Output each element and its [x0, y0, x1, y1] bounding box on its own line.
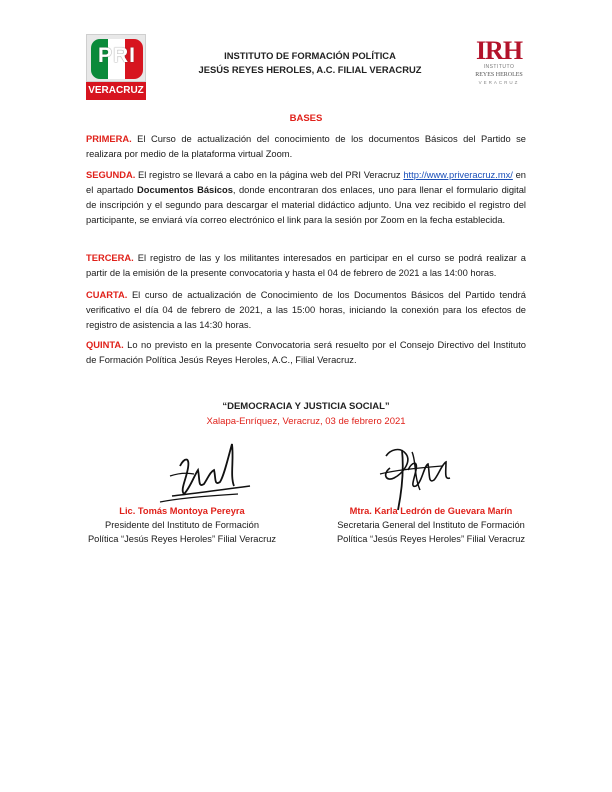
- clause-quinta: [86, 338, 526, 368]
- clause-segunda-text-c: , donde encontraran dos enlaces, uno para llenar el formulario digital de inscripción y el segundo para descargar el material didáctico adjunto. Una vez recibido el registro del participante, se enviará vía correo electrónico el link para la sesión por Zoom en la fecha establecida.: [86, 185, 526, 225]
- pri-logo-emblem: [86, 34, 146, 82]
- pri-veracruz-link[interactable]: http://www.priveracruz.mx/: [403, 170, 513, 180]
- left-signatory-name: Lic. Tomás Montoya Pereyra: [119, 506, 245, 516]
- clause-tercera-lead: TERCERA.: [86, 253, 134, 263]
- left-signatory: [62, 504, 302, 546]
- bases-title: BASES: [289, 113, 323, 124]
- header-title: [180, 49, 440, 77]
- header-title-line1: INSTITUTO DE FORMACIÓN POLÍTICA: [224, 50, 396, 61]
- irh-logo-sub: VERACRUZ: [478, 80, 520, 85]
- right-signatory-role-line1: Secretaria General del Instituto de Formación: [337, 520, 525, 530]
- clause-quinta-text: Lo no previsto en la presente Convocatoria será resuelto por el Consejo Directivo del Instituto de Formación Política Jesús Reyes Heroles, A.C., Filial Veracruz.: [86, 340, 526, 365]
- clause-primera-text: El Curso de actualización del conocimiento de los documentos Básicos del Partido se realizara por medio de la plataforma virtual Zoom.: [86, 134, 526, 159]
- clause-segunda-text-b: en el apartado: [86, 170, 526, 195]
- right-signatory: [311, 504, 551, 546]
- clause-primera-lead: PRIMERA.: [86, 134, 132, 144]
- place-date: Xalapa-Enríquez, Veracruz, 03 de febrero 2021: [206, 416, 406, 427]
- clause-tercera-text: El registro de las y los militantes interesados en participar en el curso se podrá realizar a partir de la emisión de la presente convocatoria y hasta el 04 de febrero de 2021 a las 14:00 horas.: [86, 253, 526, 278]
- irh-logo-small: INSTITUTO: [483, 64, 515, 70]
- clause-cuarta-text: El curso de actualización de Conocimiento de los Documentos Básicos del Partido tendrá verificativo el día 04 de febrero de 2021, a las 15:00 horas, iniciando la conexión para los efectos de registro de asistencia a las 14:30 horas.: [86, 290, 526, 330]
- right-signature-image: [372, 440, 462, 514]
- clause-segunda-text-a: El registro se llevará a cabo en la página web del PRI Veracruz: [138, 170, 401, 180]
- clause-tercera: [86, 251, 526, 281]
- clause-segunda-bold: Documentos Básicos: [137, 185, 233, 195]
- left-signature-image: [150, 436, 260, 508]
- right-signatory-name: Mtra. Karla Ledrón de Guevara Marín: [349, 506, 513, 516]
- header-title-line2: JESÚS REYES HEROLES, A.C. FILIAL VERACRUZ: [198, 64, 422, 75]
- clause-segunda: [86, 168, 526, 228]
- pri-logo-state: VERACRUZ: [86, 82, 146, 100]
- irh-logo: [468, 38, 530, 100]
- clause-quinta-lead: QUINTA.: [86, 340, 124, 350]
- clause-primera: [86, 132, 526, 162]
- clause-cuarta-lead: CUARTA.: [86, 290, 128, 300]
- right-signatory-role-line2: Política “Jesús Reyes Heroles” Filial Veracruz: [336, 534, 526, 544]
- irh-logo-name: REYES HEROLES: [475, 72, 523, 78]
- clause-cuarta: [86, 288, 526, 333]
- irh-logo-mark: IRH: [475, 36, 523, 65]
- left-signatory-role-line1: Presidente del Instituto de Formación: [105, 520, 259, 530]
- motto: “DEMOCRACIA Y JUSTICIA SOCIAL”: [222, 401, 390, 412]
- left-signatory-role-line2: Política “Jesús Reyes Heroles” Filial Veracruz: [87, 534, 277, 544]
- pri-veracruz-logo: [86, 34, 146, 100]
- pri-logo-letters: PRI: [97, 44, 136, 67]
- clause-segunda-lead: SEGUNDA.: [86, 170, 136, 180]
